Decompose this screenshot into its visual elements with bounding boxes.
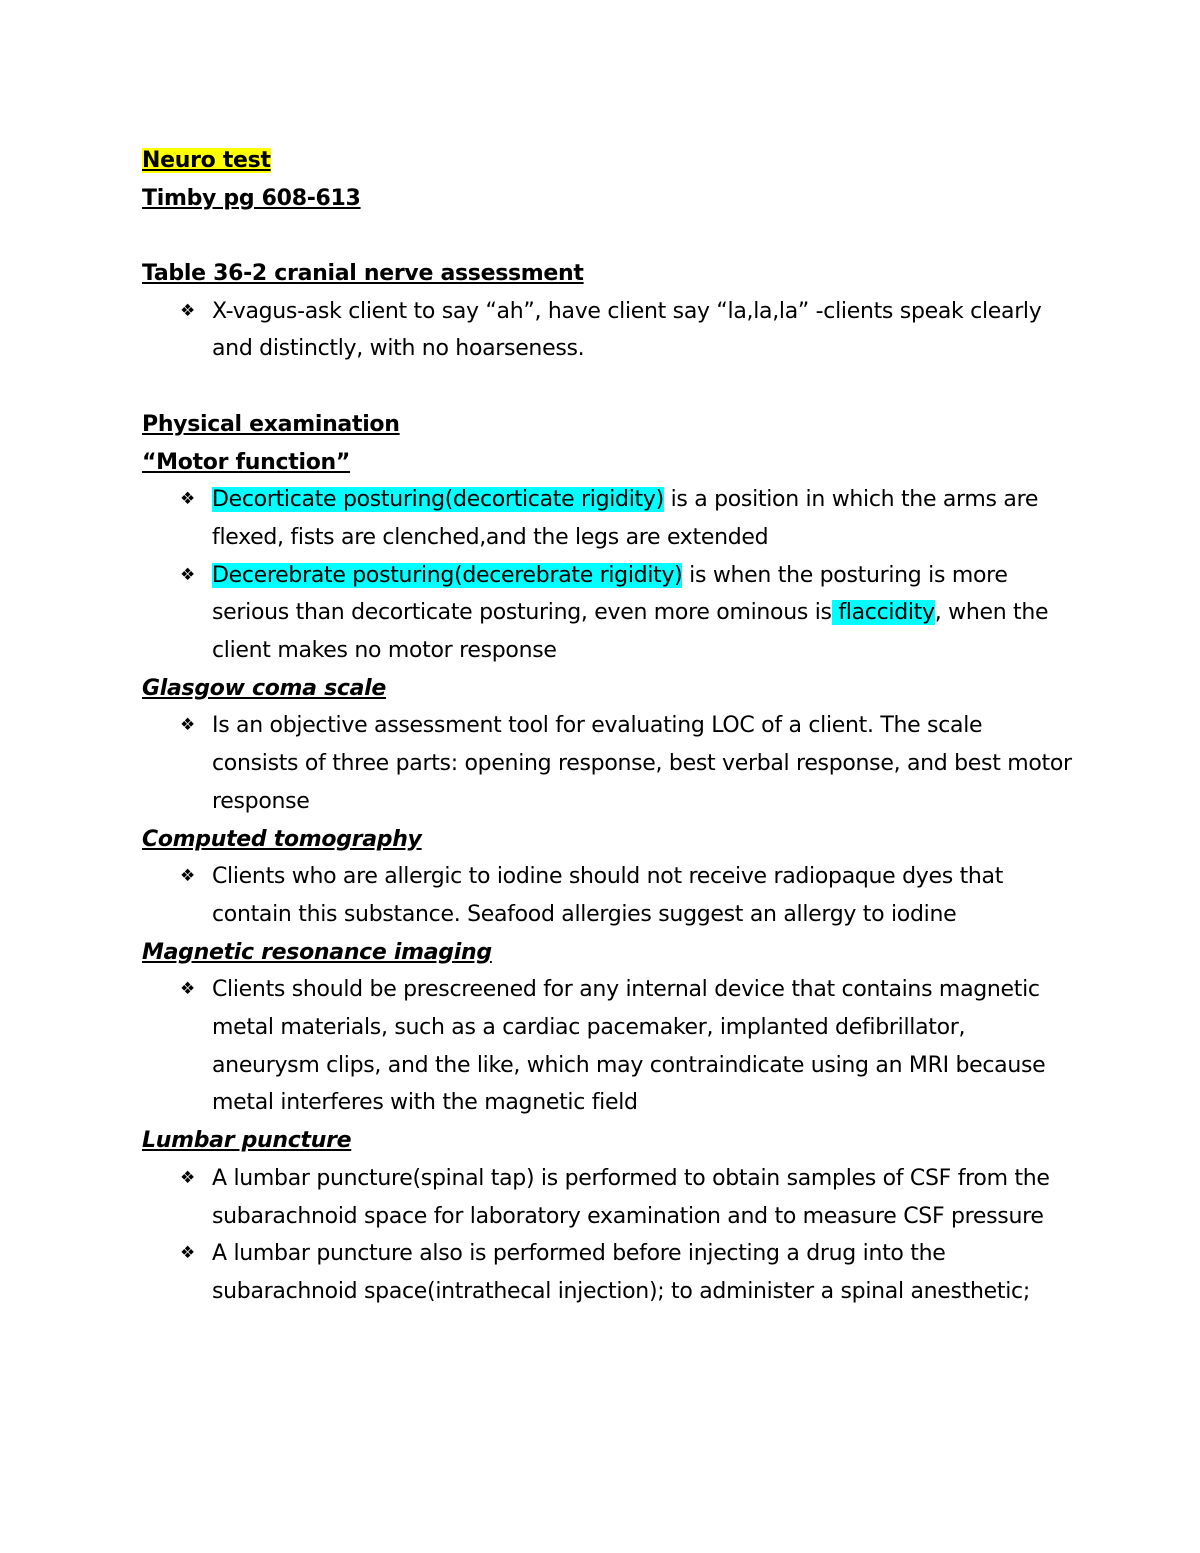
list-item (142, 557, 1072, 670)
list-item-text: X-vagus-ask client to say “ah”, have client say “la,la,la” -clients speak clearly and distinctly, with no hoarseness. (212, 298, 1042, 362)
list-item-rest: , when the client makes no motor response (212, 600, 1049, 664)
section-heading-table: Table 36-2 cranial nerve assessment (142, 261, 584, 287)
highlight-decerebrate: Decerebrate posturing(decerebrate rigidity) (212, 562, 683, 588)
list-item-text: Clients who are allergic to iodine should not receive radiopaque dyes that contain this substance. Seafood allergies suggest an allergy to iodine (212, 864, 1004, 927)
list-item (142, 858, 1072, 933)
four-diamond-bullet-icon: ❖ (180, 1167, 195, 1188)
four-diamond-bullet-icon: ❖ (180, 489, 195, 510)
list-item-text (212, 557, 1072, 670)
spacer (142, 217, 1072, 255)
list-item (142, 1235, 1072, 1310)
four-diamond-bullet-icon: ❖ (180, 300, 195, 321)
four-diamond-bullet-icon: ❖ (180, 1243, 195, 1264)
section-heading-ct: Computed tomography (142, 826, 422, 852)
physical-bullet-list (142, 481, 1072, 670)
section-heading-glasgow: Glasgow coma scale (142, 675, 387, 701)
list-item (142, 971, 1072, 1122)
glasgow-bullet-list (142, 707, 1072, 820)
four-diamond-bullet-icon: ❖ (180, 866, 195, 887)
ct-bullet-list (142, 858, 1072, 933)
list-item-text (212, 481, 1072, 556)
list-item (142, 1160, 1072, 1235)
document-page (142, 142, 1072, 1311)
lumbar-bullet-list (142, 1160, 1072, 1311)
spacer (142, 368, 1072, 406)
four-diamond-bullet-icon: ❖ (180, 564, 195, 585)
highlight-flaccidity: flaccidity (831, 600, 935, 626)
table-bullet-list (142, 293, 1072, 368)
list-item-rest: is a position in which the arms are flexed, fists are clenched,and the legs are extended (212, 487, 1039, 550)
highlight-decorticate: Decorticate posturing(decorticate rigidity) (212, 487, 664, 513)
list-item-middle: is when the posturing is more serious than decorticate posturing, even more ominous is (212, 562, 1008, 626)
section-heading-mri: Magnetic resonance imaging (142, 939, 492, 965)
subheading-motor-function: “Motor function” (142, 449, 351, 475)
list-item-text: A lumbar puncture(spinal tap) is performed to obtain samples of CSF from the subarachnoid space for laboratory examination and to measure CSF pressure (212, 1165, 1050, 1229)
list-item (142, 707, 1072, 820)
list-item-text: A lumbar puncture also is performed before injecting a drug into the subarachnoid space(intrathecal injection); to administer a spinal anesthetic; (212, 1241, 1030, 1304)
document-subtitle: Timby pg 608-613 (142, 185, 361, 211)
section-heading-physical: Physical examination (142, 411, 400, 437)
mri-bullet-list (142, 971, 1072, 1122)
four-diamond-bullet-icon: ❖ (180, 715, 195, 736)
list-item (142, 481, 1072, 556)
list-item-text: Is an objective assessment tool for evaluating LOC of a client. The scale consists of three parts: opening response, best verbal response, and best motor response (212, 713, 1072, 814)
title-highlight: Neuro test (142, 148, 271, 173)
document-title (142, 142, 1072, 180)
four-diamond-bullet-icon: ❖ (180, 979, 195, 1000)
section-heading-lumbar: Lumbar puncture (142, 1128, 352, 1154)
list-item-text: Clients should be prescreened for any internal device that contains magnetic metal materials, such as a cardiac pacemaker, implanted defibrillator, aneurysm clips, and the like, which may contraindicate using an MRI because metal interferes with the magnetic field (212, 977, 1046, 1116)
list-item (142, 293, 1072, 368)
